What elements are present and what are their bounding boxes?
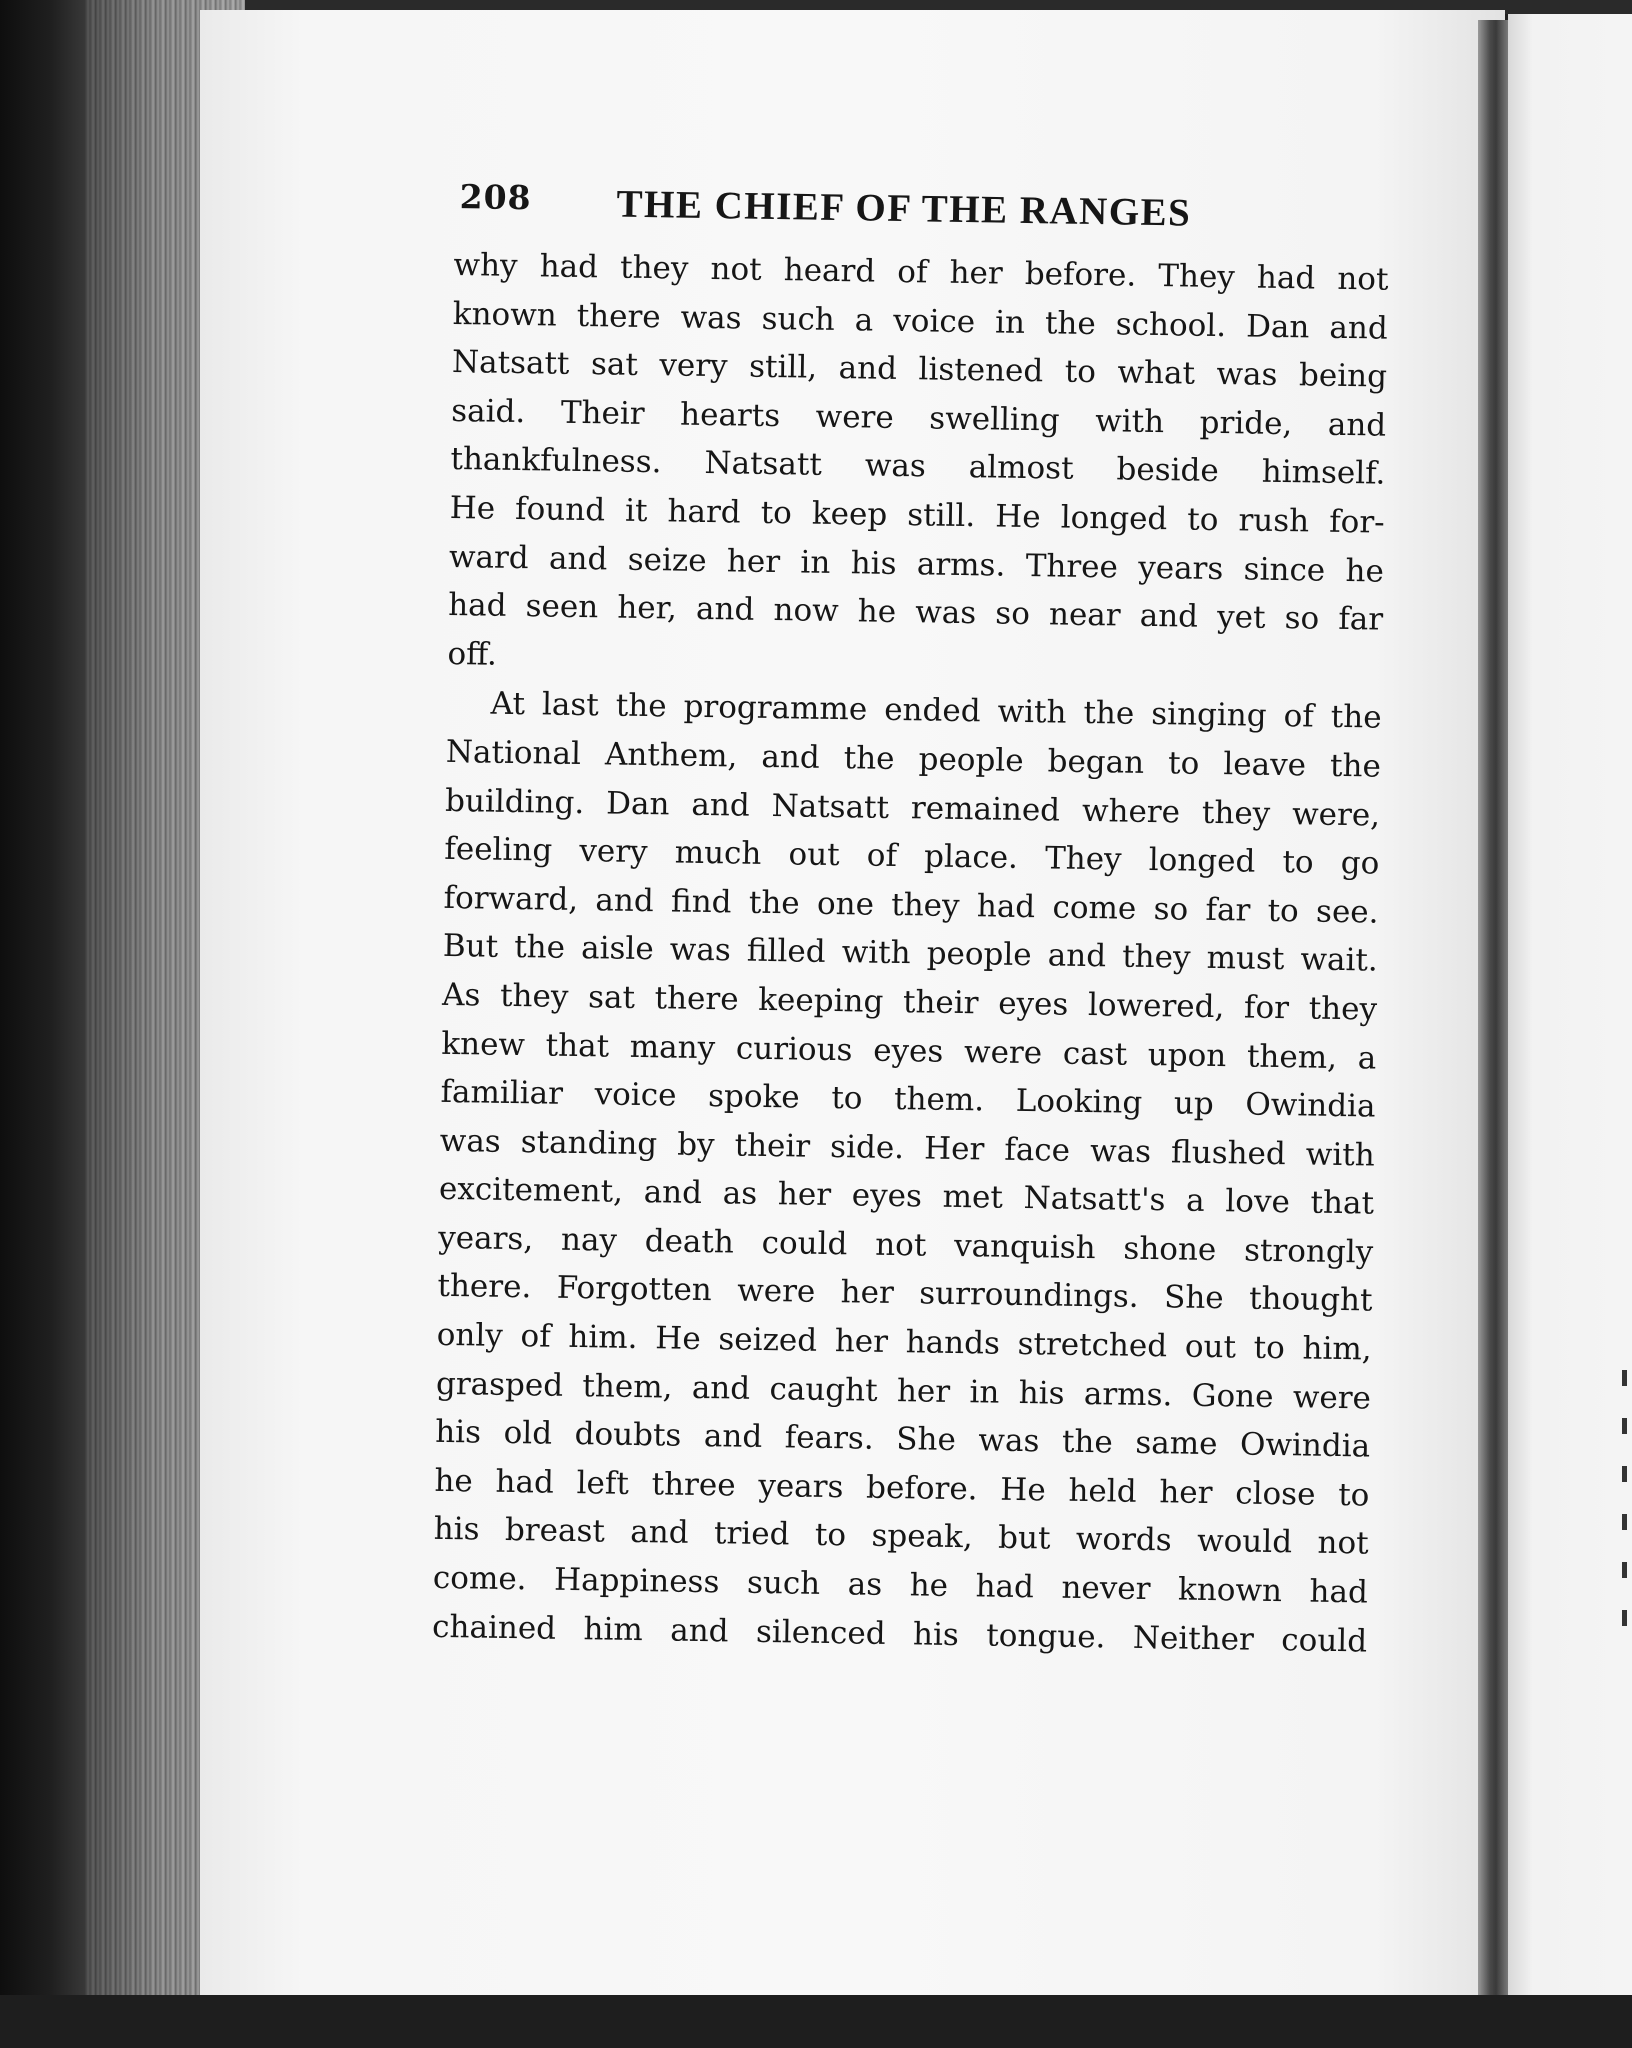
- text-line: years, nay death could not vanquish shone strongly: [438, 1219, 1374, 1271]
- text-line: why had they not heard of her before. They had not: [453, 246, 1389, 298]
- text-line: his old doubts and fears. She was the same Owindia: [434, 1414, 1371, 1465]
- text-line: only of him. He seized her hands stretched out to him,: [436, 1316, 1372, 1368]
- page-number: 208: [459, 177, 532, 218]
- text-line: he had left three years before. He held her close to: [434, 1462, 1370, 1514]
- text-line: off.: [447, 635, 498, 673]
- text-fragment: [1622, 1466, 1627, 1482]
- scan-bottom-border: [0, 1995, 1632, 2048]
- text-line: grasped them, and caught her in his arms. Gone were: [435, 1365, 1372, 1417]
- text-line: chained him and silenced his tongue. Neither could: [431, 1608, 1368, 1660]
- text-line: had seen her, and now he was so near and yet so far: [447, 587, 1384, 638]
- text-line: thankfulness. Natsatt was almost beside himself.: [450, 441, 1386, 493]
- text-line: was standing by their side. Her face was flushed with: [439, 1122, 1375, 1174]
- text-fragment: [1622, 1610, 1627, 1626]
- text-line: known there was such a voice in the school. Dan and: [452, 295, 1388, 347]
- text-line: But the aisle was filled with people and they must wait.: [442, 928, 1379, 979]
- facing-page-text-fragments: [1622, 1370, 1632, 1650]
- paragraph: [447, 241, 1389, 693]
- facing-page: [1508, 14, 1632, 2000]
- text-fragment: [1622, 1562, 1627, 1578]
- text-fragment: [1622, 1418, 1627, 1434]
- text-line: his breast and tried to speak, but words would not: [433, 1511, 1369, 1562]
- text-line: He found it hard to keep still. He longed to rush for-: [449, 489, 1385, 541]
- text-line: Natsatt sat very still, and listened to what was being: [451, 344, 1388, 395]
- text-fragment: [1622, 1370, 1627, 1386]
- book-cover-shadow: [0, 0, 85, 2048]
- book-gutter: [1478, 20, 1508, 2000]
- running-title: THE CHIEF OF THE RANGES: [616, 182, 1192, 235]
- text-line: building. Dan and Natsatt remained where they were,: [444, 782, 1381, 834]
- page-text-block: [432, 175, 1390, 1666]
- text-line: feeling very much out of place. They longed to go: [444, 831, 1380, 882]
- text-line: there. Forgotten were her surroundings. She thought: [437, 1268, 1373, 1320]
- text-line: forward, and find the one they had come so far to see.: [443, 879, 1379, 931]
- body-text: [432, 241, 1389, 1666]
- text-line: knew that many curious eyes were cast upon them, a: [441, 1025, 1377, 1077]
- text-line: familiar voice spoke to them. Looking up Owindia: [440, 1073, 1376, 1125]
- text-line: excitement, and as her eyes met Natsatt's a love that: [438, 1171, 1375, 1222]
- text-line: National Anthem, and the people began to leave the: [445, 733, 1382, 785]
- text-line: At last the programme ended with the singing of the: [490, 685, 1382, 736]
- text-line: ward and seize her in his arms. Three years since he: [448, 538, 1385, 590]
- text-fragment: [1622, 1514, 1627, 1530]
- paragraph: [432, 679, 1382, 1665]
- text-line: As they sat there keeping their eyes lowered, for they: [441, 976, 1378, 1028]
- page-header: [454, 175, 1390, 252]
- text-line: said. Their hearts were swelling with pride, and: [451, 392, 1387, 444]
- text-line: come. Happiness such as he had never known had: [432, 1559, 1369, 1611]
